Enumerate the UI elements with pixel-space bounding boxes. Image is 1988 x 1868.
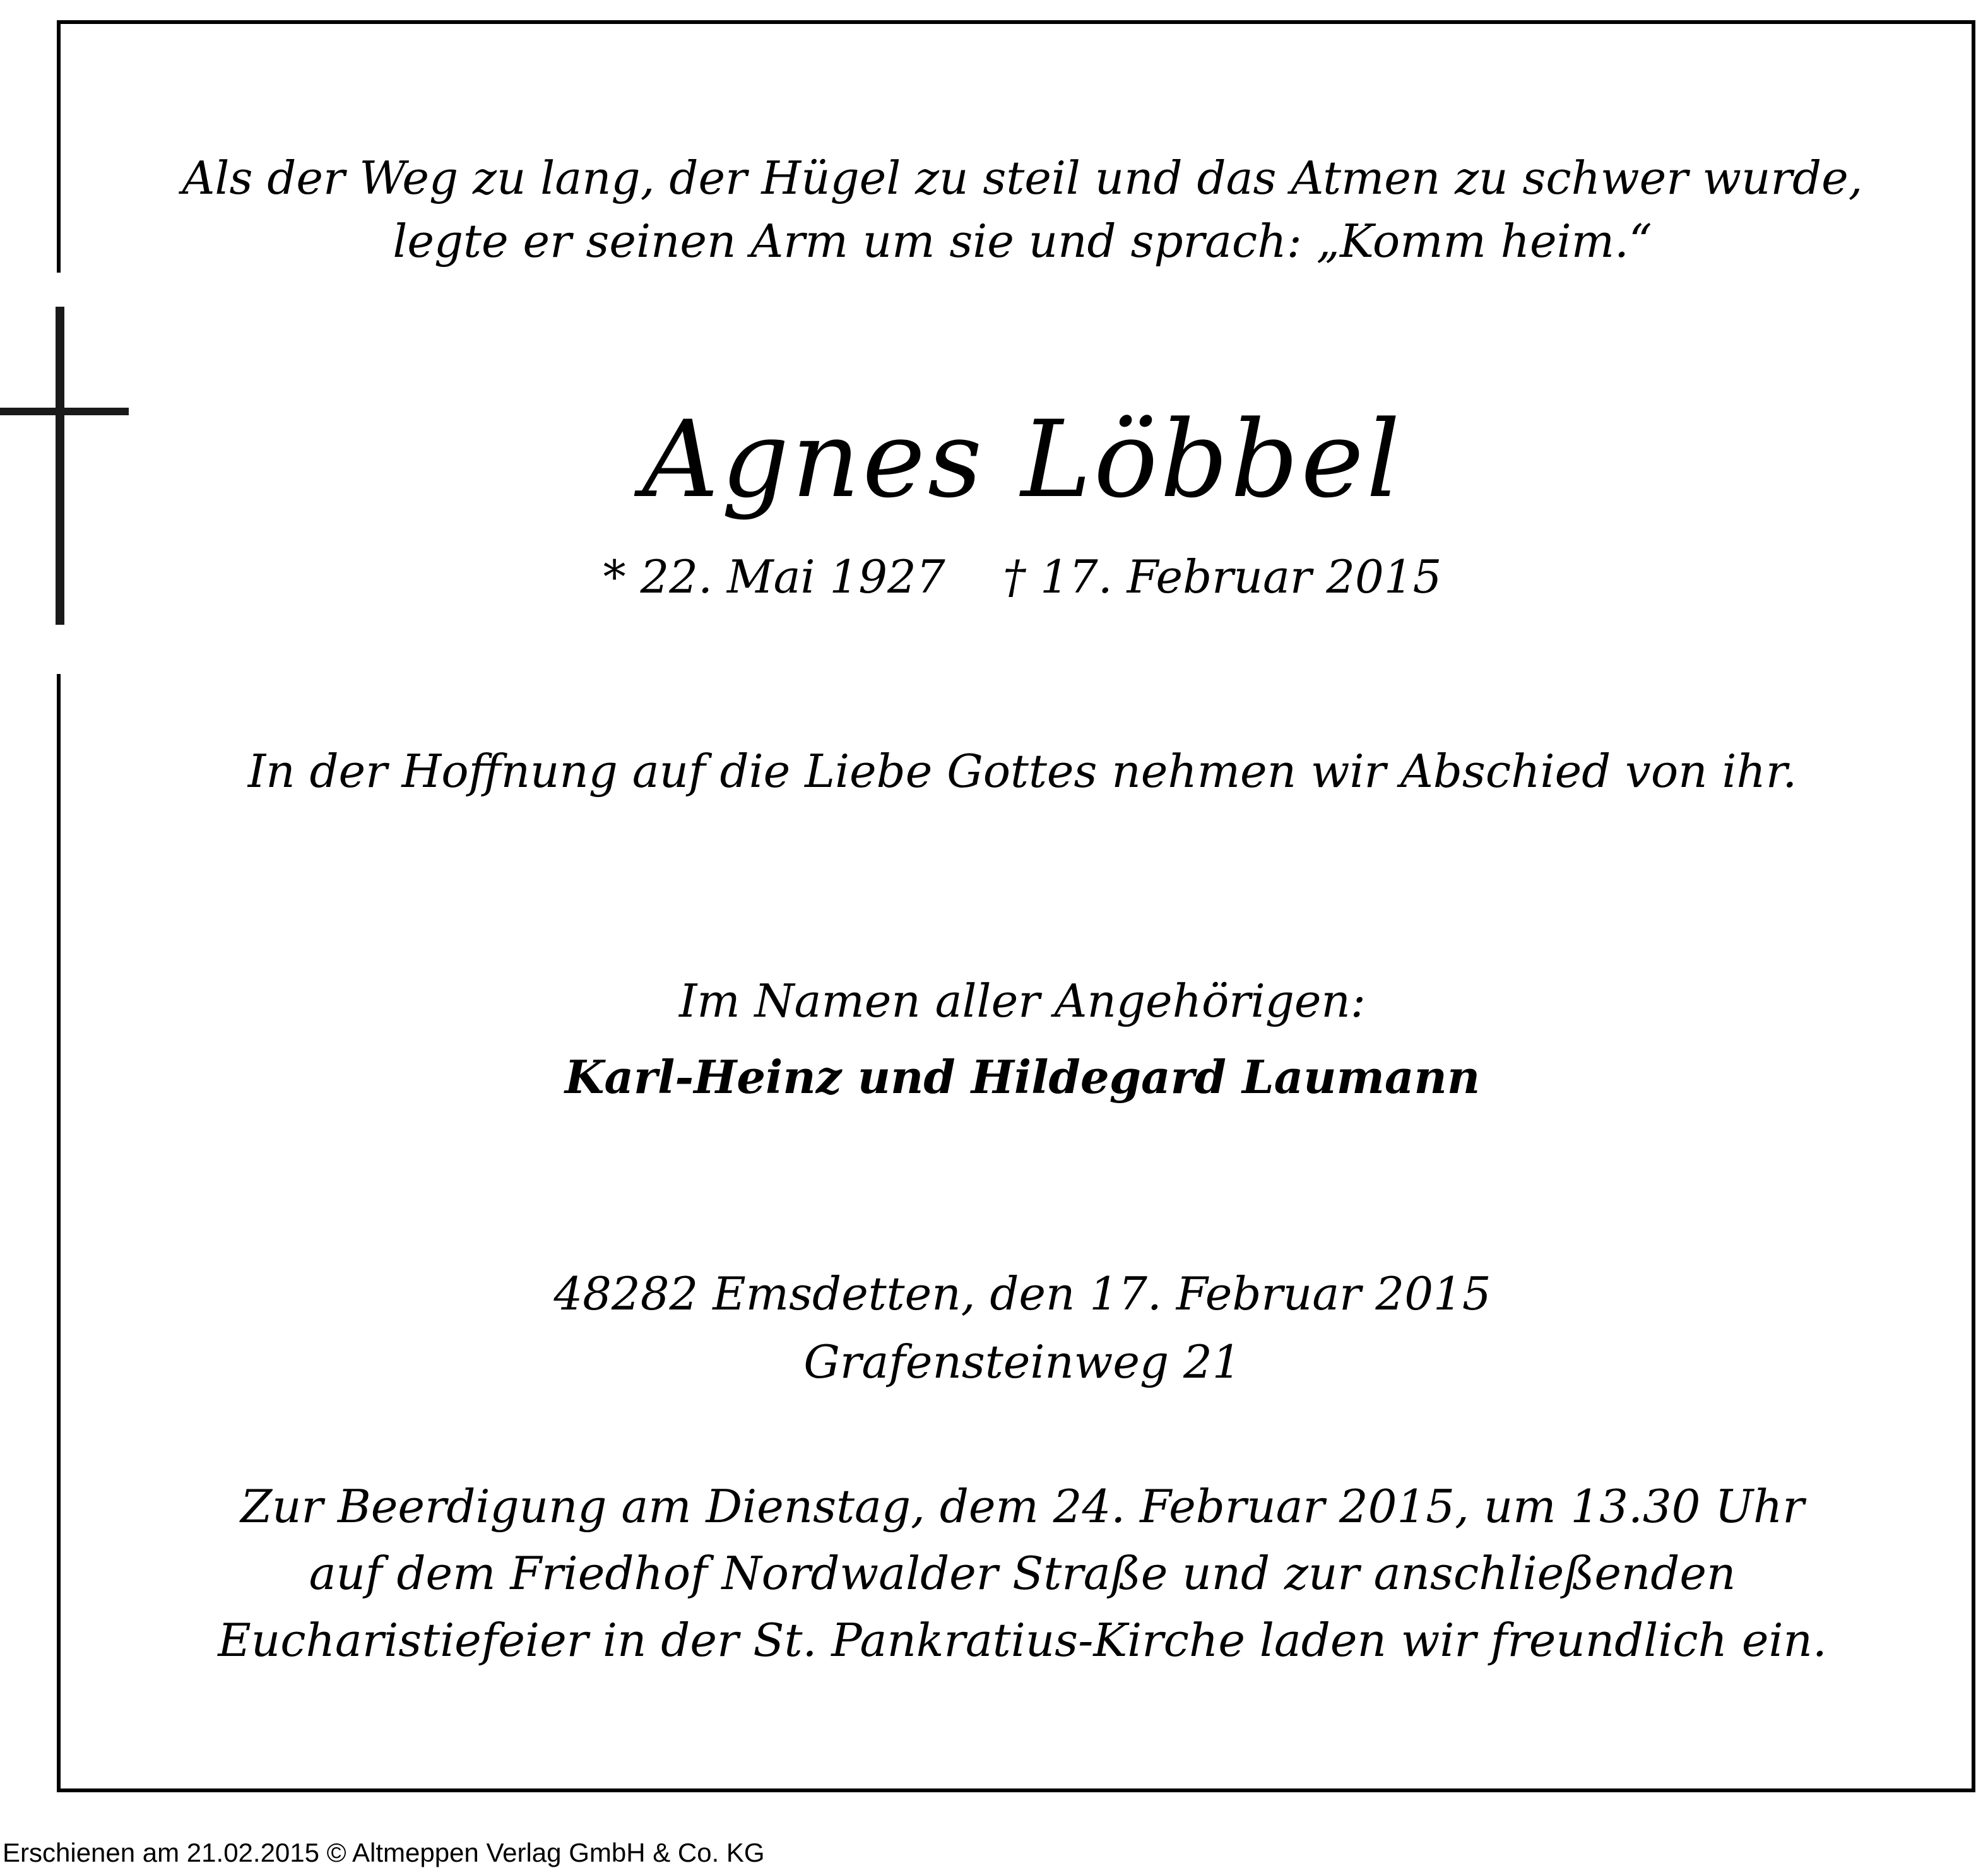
family-names: Karl-Heinz und Hildegard Laumann xyxy=(564,1050,1481,1104)
place-line-2: Grafensteinweg 21 xyxy=(803,1335,1241,1388)
on-behalf-label: Im Namen aller Angehörigen: xyxy=(678,974,1366,1027)
farewell-text: In der Hoffnung auf die Liebe Gottes nehmen wir Abschied von ihr. xyxy=(247,745,1797,798)
deceased-name: Agnes Löbbel xyxy=(642,398,1403,521)
funeral-line-1: Zur Beerdigung am Dienstag, dem 24. Februar 2015, um 13.30 Uhr xyxy=(240,1480,1804,1533)
place-and-date xyxy=(126,1260,1919,1396)
quote-line-2: legte er seinen Arm um sie und sprach: „Komm heim.“ xyxy=(393,215,1652,268)
frame-left-border-top xyxy=(57,20,61,273)
frame-left-border-bottom xyxy=(57,674,61,1792)
publication-footer: Erschienen am 21.02.2015 © Altmeppen Verlag GmbH & Co. KG xyxy=(3,1838,765,1867)
life-dates: * 22. Mai 1927 † 17. Februar 2015 xyxy=(603,550,1442,603)
cross-icon xyxy=(0,307,129,625)
funeral-info xyxy=(126,1473,1919,1674)
quote-line-1: Als der Weg zu lang, der Hügel zu steil und das Atmen zu schwer wurde, xyxy=(182,151,1863,204)
place-line-1: 48282 Emsdetten, den 17. Februar 2015 xyxy=(553,1267,1491,1320)
funeral-line-3: Eucharistiefeier in der St. Pankratius-Kirche laden wir freundlich ein. xyxy=(218,1614,1827,1667)
quote xyxy=(126,146,1919,273)
funeral-line-2: auf dem Friedhof Nordwalder Straße und zur anschließenden xyxy=(309,1547,1736,1600)
